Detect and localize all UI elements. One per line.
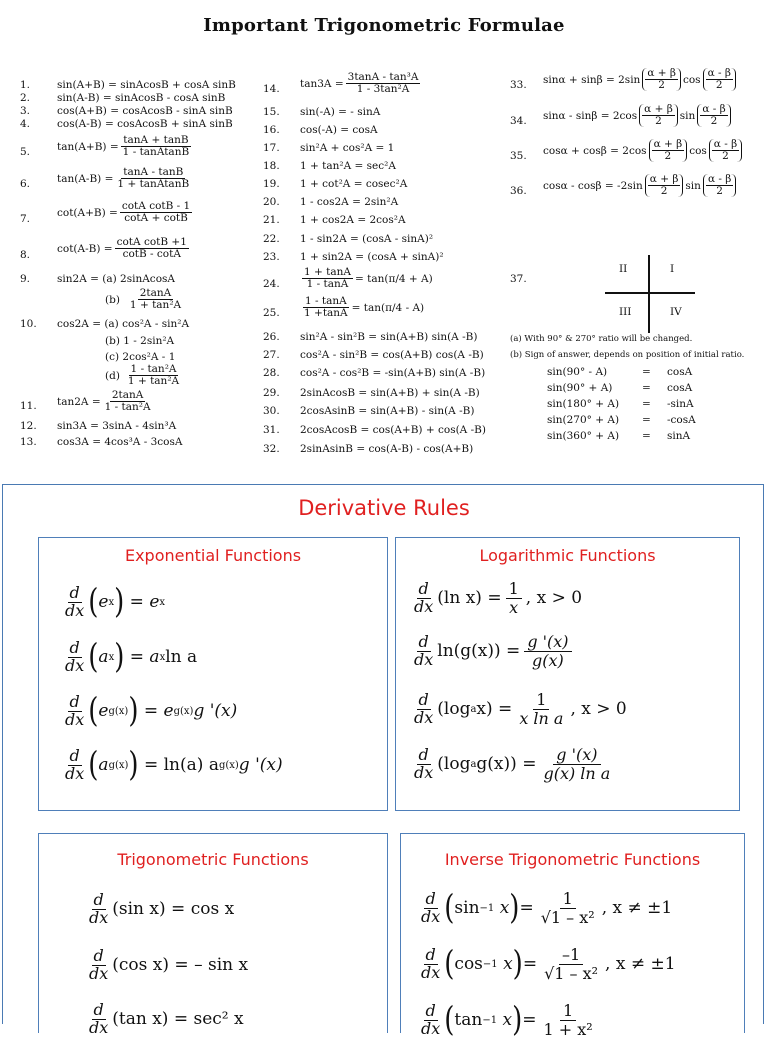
derivative-rule: d dx ( tan −1 x ) = $\frac{1}{\text{1 + x²}}$ [421,1002,600,1038]
note-b: (b) Sign of answer, depends on position of initial ratio. [510,350,745,360]
bracket-fraction [640,68,683,91]
note-a: (a) With 90° & 270° ratio will be changed. [510,334,693,344]
rule-lhs: sin(90° - A) [547,366,608,378]
derivative-rule: d dx (sin x) = cos x [89,890,235,927]
formula-number: 25. [263,307,280,319]
base: a [98,647,109,668]
result-exponent: g(x) [218,759,239,771]
formula-number: 37. [510,273,527,285]
numerator: 2tanA [139,287,172,299]
numerator: 1 [560,1002,576,1021]
derivative-rule: d dx ( sin −1 x ) = $\frac{1}{\text{√1 – x²}}$ , x ≠ ±1 [421,888,673,928]
formula-number: 3. [20,105,31,117]
argument: ln(g(x)) [437,641,501,662]
denominator: 2 [658,79,665,92]
denominator: x ln a [519,708,564,728]
formula: 1 + sin2A = (cosA + sinA)² [300,251,444,263]
numerator: α + β [644,103,673,115]
formula: (c) 2cos²A - 1 [105,351,176,363]
derivative-rule: d dx ( a g(x) ) = ln(a) a g(x) g '(x) [65,745,283,785]
fraction [346,72,421,95]
result: e [163,701,174,722]
argument: (log [437,699,471,720]
rule-lhs: sin(360° + A) [547,430,620,442]
formula [300,72,422,95]
result-exponent: x [159,596,166,608]
result-exponent: g(x) [173,705,194,717]
numerator: 3tanA - tan³A [347,71,419,83]
formula: 2cosAcosB = cos(A+B) + cos(A -B) [300,424,486,436]
formula [543,104,733,127]
trigonometric-functions-box [38,833,388,1037]
formula-number: 7. [20,213,31,225]
numerator: tanA + tanB [123,134,189,146]
rule-lhs: sin(180° + A) [547,398,620,410]
formula-number: 11. [20,400,37,412]
formula-number: 18. [263,160,280,172]
formula-number: 31. [263,424,280,436]
numerator: 2tanA [111,389,144,401]
formula-lhs: tan(A+B) = [57,140,119,153]
formula-mid: sin [685,179,701,192]
formula-lhs: cosα - cosβ = -2sin [543,179,643,192]
quadrant-vertical-axis [648,255,650,333]
formula-lhs: cosα + cosβ = 2cos [543,144,647,157]
formula: sin3A = 3sinA - 4sin³A [57,420,177,432]
rule-rhs: sinA [667,430,691,442]
denominator: cotA + cotB [124,212,188,225]
exponent: g(x) [108,759,129,771]
numerator: g '(x) [553,746,600,765]
formula-number: 6. [20,178,31,190]
formula: 2sinAsinB = cos(A-B) - cos(A+B) [300,443,474,455]
exponent: x [108,651,115,663]
fraction [120,201,192,224]
fraction [115,237,189,260]
result: sec² x [193,1009,244,1030]
denominator: 1 + tan²A [127,375,180,388]
formula-lhs: sinα + sinβ = 2sin [543,73,641,86]
bracket-fraction [701,68,738,91]
formula: cos(-A) = cosA [300,124,378,136]
formula-number: 26. [263,331,280,343]
derivative-rule: d dx ( a x ) = a x ln a [65,637,198,677]
formula-number: 16. [263,124,280,136]
argument: (cos x) [112,955,170,976]
result: ln(a) a [163,755,219,776]
formula-number: 33. [510,79,527,91]
formula-number: 19. [263,178,280,190]
formula-number: 13. [20,436,37,448]
formula-lhs: cot(A+B) = [57,206,118,219]
formula: cos3A = 4cos³A - 3cosA [57,436,183,448]
denominator: 2 [715,79,723,92]
derivative-rules-title: Derivative Rules [298,496,470,520]
formula-number: 5. [20,146,31,158]
derivative-rule: d dx (ln x) = $\frac{1}{x}$ , x > 0 [414,578,583,617]
fraction [103,390,153,413]
function: cos [454,954,483,975]
fraction [302,296,350,319]
box-title: Logarithmic Functions [479,546,656,565]
numerator: cotA cotB +1 [116,236,187,248]
exponent: g(x) [108,705,129,717]
formula-number: 30. [263,405,280,417]
numerator: α - β [707,67,731,79]
formula [57,135,193,158]
formula: 1 + tan²A = sec²A [300,160,396,172]
numerator: cotA cotB - 1 [121,200,191,212]
result: – sin x [194,955,249,976]
argument-tail: x) [476,699,493,720]
function: tan [454,1010,483,1031]
formula: 1 - cos2A = 2sin²A [300,196,399,208]
box-title: Trigonometric Functions [117,850,309,869]
argument: (log [437,754,471,775]
formula [57,201,194,224]
numerator: α + β [647,67,676,79]
bracket-fraction [701,174,738,197]
denominator: 2 [660,185,668,198]
rule-lhs: sin(270° + A) [547,414,620,426]
denominator: 2 [722,150,729,163]
denominator: 2 [655,115,662,128]
denominator: 2 [664,150,672,163]
formula-lhs: (b) [105,293,120,306]
exponential-functions-box [38,537,388,811]
numerator: 1 - tanA [304,295,347,307]
condition: , x > 0 [570,699,627,720]
denominator: x [509,597,519,617]
denominator: 1 + tanAtanB [117,178,190,191]
quadrant-label-iv: IV [670,306,682,318]
denominator: 1 - 3tan²A [356,83,410,96]
denominator: 1 + tan²A [129,299,182,312]
bracket-fraction [643,174,686,197]
quadrant-rule: sin(90° + A) = cosA [547,382,693,394]
formula-number: 29. [263,387,280,399]
logarithmic-functions-box [395,537,740,811]
derivative-rule: d dx ( e g(x) ) = e g(x) g '(x) [65,691,238,731]
rule-rhs: cosA [667,366,693,378]
formula [543,174,738,197]
numerator: α - β [707,173,732,185]
formula-number: 17. [263,142,280,154]
fraction [302,267,353,290]
denominator: 1 +tanA [304,307,348,320]
formula-lhs: cot(A-B) = [57,242,113,255]
argument: (ln x) [437,588,482,609]
formula [57,237,191,260]
formula: cos(A-B) = cosAcosB + sinA sinB [57,118,233,130]
formula-lhs: tan2A = [57,395,101,408]
fraction [121,135,192,158]
denominator: √1 – x² [544,963,599,983]
formula-number: 20. [263,196,280,208]
formula: sin(-A) = - sinA [300,106,381,118]
formula-number: 10. [20,318,37,330]
quadrant-label-iii: III [619,306,632,318]
denominator: 1 - tanA [306,278,349,291]
bracket-fraction [707,139,744,162]
formula [300,296,424,319]
formula-number: 22. [263,233,280,245]
formula-number: 34. [510,115,527,127]
numerator: 1 [533,691,549,710]
box-title: Exponential Functions [124,546,302,565]
bracket-fraction [637,104,680,127]
formula: cos²A - sin²B = cos(A+B) cos(A -B) [300,349,484,361]
formula: cos2A = (a) cos²A - sin²A [57,318,190,330]
exponent: x [108,596,115,608]
formula [300,267,433,290]
argument: (sin x) [112,899,166,920]
fraction [115,167,191,190]
denominator: 2 [716,185,723,198]
formula-number: 23. [263,251,280,263]
numerator: g '(x) [524,633,571,652]
formula-lhs: (d) [105,369,120,382]
condition: , x > 0 [525,588,583,609]
denominator: √1 – x² [540,907,595,927]
numerator: α - β [713,138,738,150]
fraction [128,288,183,311]
formula: sin(A+B) = sinAcosB + cosA sinB [57,79,236,91]
box-title: Inverse Trigonometric Functions [444,850,701,869]
formula: sin2A = (a) 2sinAcosA [57,273,175,285]
quadrant-rule: sin(90° - A) = cosA [547,366,693,378]
result: a [149,647,160,668]
base: e [98,592,109,613]
derivative-rule: d dx (log a x) = $\frac{1}{\text{x ln a}}$ , x > 0 [414,689,627,728]
condition: , x ≠ ±1 [601,898,673,919]
formula-number: 12. [20,420,37,432]
result-tail: ln a [165,647,198,668]
formula-lhs: sinα - sinβ = 2cos [543,109,638,122]
quadrant-label-i: I [670,263,675,275]
result-tail: g '(x) [238,755,283,776]
formula-number: 24. [263,278,280,290]
formula [105,288,185,311]
formula: cos(A+B) = cosAcosB - sinA sinB [57,105,233,117]
formula-number: 32. [263,443,280,455]
rule-lhs: sin(90° + A) [547,382,613,394]
formula-mid: sin [679,109,696,122]
formula [57,390,155,413]
function: sin [454,898,480,919]
derivative-rule: d dx ln(g(x)) = $\frac{g '(x)}{g(x)}$ [414,633,576,669]
formula-number: 14. [263,83,280,95]
quadrant-label-ii: II [619,263,628,275]
formula-number: 35. [510,150,527,162]
formula-number: 1. [20,79,31,91]
formula-number: 21. [263,214,280,226]
derivative-rule: d dx ( e x ) = e x [65,582,166,622]
formula-rhs: = tan(π/4 + A) [354,272,433,285]
denominator: 2 [710,115,718,128]
quadrant-rule: sin(270° + A) = -cosA [547,414,696,426]
formula: cos²A - cos²B = -sin(A+B) sin(A -B) [300,367,486,379]
numerator: tanA - tanB [123,166,184,178]
formula-number: 36. [510,185,527,197]
numerator: 1 [560,890,576,909]
fraction [126,364,181,387]
denominator: 1 - tanAtanB [122,146,190,159]
quadrant-rule: sin(360° + A) = sinA [547,430,691,442]
derivative-rule: d dx (tan x) = sec² x [89,1000,244,1037]
formula-mid: cos [689,144,707,157]
condition: , x ≠ ±1 [605,954,676,975]
formula: 1 - sin2A = (cosA - sinA)² [300,233,434,245]
formula-number: 2. [20,92,31,104]
formula-number: 9. [20,273,31,285]
denominator: 1 - tan²A [104,401,151,414]
formula: 2cosAsinB = sin(A+B) - sin(A -B) [300,405,475,417]
derivative-rule: d dx (log a g(x)) = $\frac{g '(x)}{\text{g(x) ln a}}$ [414,746,617,782]
numerator: 1 + tanA [304,266,351,278]
formula: sin²A - sin²B = sin(A+B) sin(A -B) [300,331,478,343]
numerator: –1 [559,946,583,965]
argument: (tan x) [112,1009,169,1030]
formula-lhs: tan(A-B) = [57,172,114,185]
numerator: 1 - tan²A [130,363,177,375]
formula-number: 15. [263,106,280,118]
base: a [98,755,109,776]
bracket-fraction [695,104,732,127]
formula: 1 + cos2A = 2cos²A [300,214,406,226]
denominator: g(x) ln a [543,763,611,783]
log-base: a [470,703,477,715]
bracket-fraction [647,139,690,162]
numerator: α - β [702,103,726,115]
numerator: 1 [506,580,522,599]
quadrant-rule: sin(180° + A) = -sinA [547,398,694,410]
formula-number: 8. [20,249,31,261]
denominator: 1 + x² [543,1019,593,1039]
formula-number: 28. [263,367,280,379]
quadrant-horizontal-axis [605,292,695,294]
formula-rhs: = tan(π/4 - A) [351,301,425,314]
rule-rhs: -cosA [667,414,696,426]
result-tail: g '(x) [193,701,238,722]
formula [57,167,193,190]
formula-number: 4. [20,118,31,130]
formula: (b) 1 - 2sin²A [105,335,175,347]
formula-lhs: tan3A = [300,77,344,90]
rule-rhs: -sinA [667,398,694,410]
inverse-trigonometric-functions-box [400,833,745,1040]
formula [543,68,738,91]
formula: sin²A + cos²A = 1 [300,142,395,154]
base: e [98,701,109,722]
denominator: cotB - cotA [122,248,181,261]
result: e [149,592,160,613]
formula [543,139,744,162]
derivative-rule: d dx ( cos −1 x ) = $\frac{-1}{\text{√1 – x²}}$ , x ≠ ±1 [421,944,676,984]
derivative-rule: d dx (cos x) = – sin x [89,946,249,983]
formula-number: 27. [263,349,280,361]
argument-tail: g(x)) [476,754,517,775]
numerator: α + β [649,173,679,185]
page-title: Important Trigonometric Formulae [203,15,565,36]
formula: 1 + cot²A = cosec²A [300,178,408,190]
formula: sin(A-B) = sinAcosB - cosA sinB [57,92,226,104]
result: cos x [190,899,235,920]
numerator: α + β [653,138,683,150]
denominator: g(x) [532,650,564,670]
formula: 2sinAcosB = sin(A+B) + sin(A -B) [300,387,480,399]
result-exponent: x [159,651,166,663]
log-base: a [470,758,477,770]
formula-mid: cos [682,73,701,86]
formula [105,364,183,387]
rule-rhs: cosA [667,382,693,394]
